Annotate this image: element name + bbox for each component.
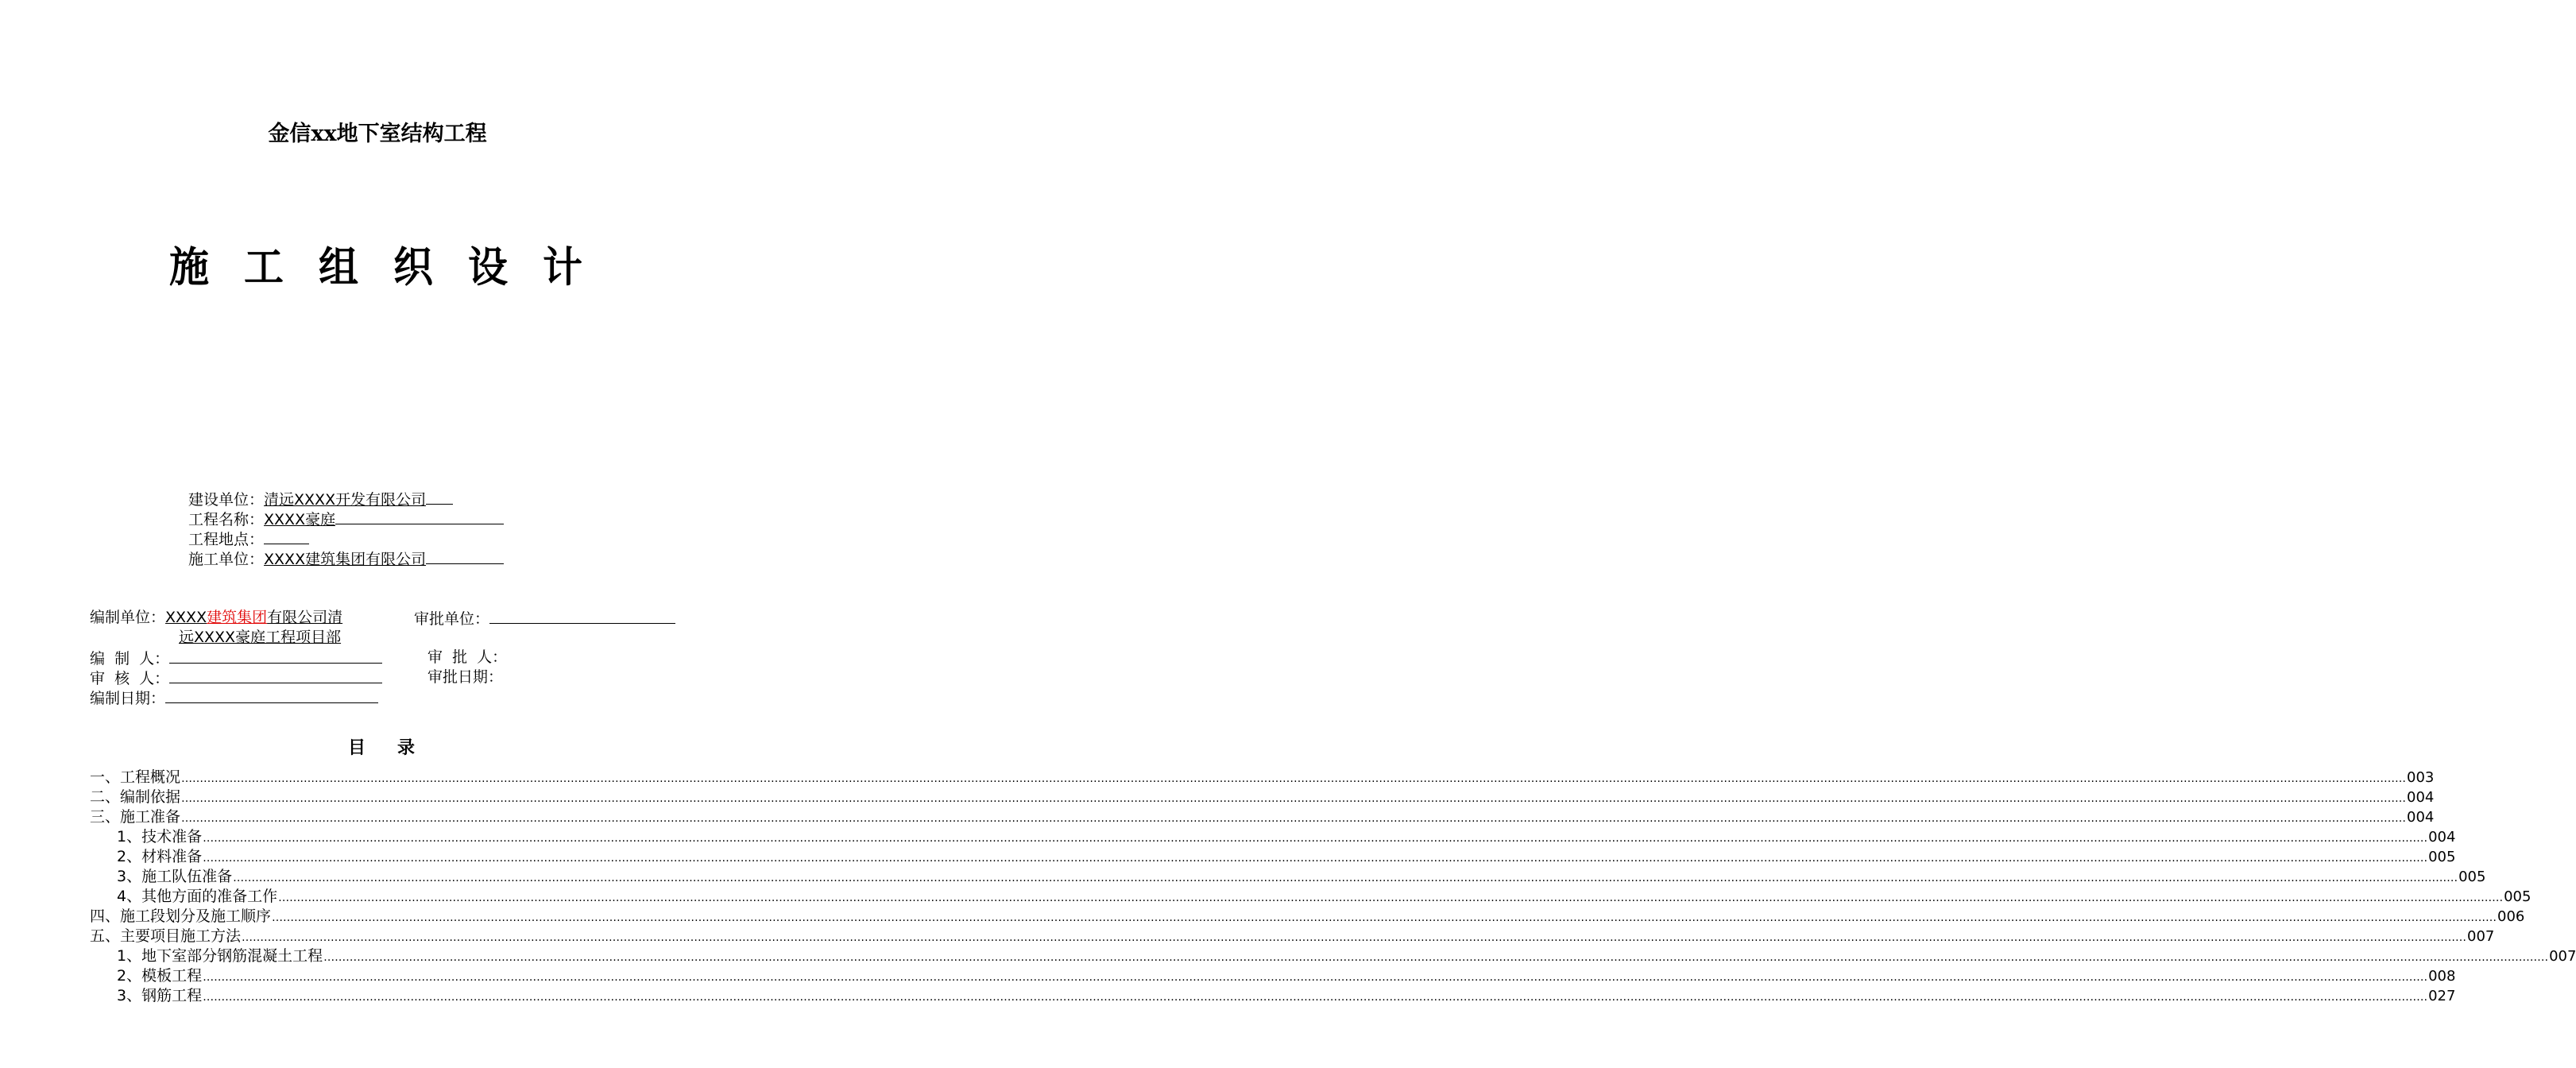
owner-row xyxy=(188,489,453,509)
toc-entry xyxy=(90,964,2456,985)
toc-entry-label: 五、主要项目施工方法 xyxy=(90,927,242,945)
toc-entry xyxy=(90,944,2576,965)
toc-entry-label: 2、模板工程 xyxy=(117,967,203,985)
toc-entry-page: 004 xyxy=(2407,789,2435,806)
toc-entry xyxy=(90,865,2486,885)
compile-date-label: 编制日期： xyxy=(90,690,166,707)
toc-entry-label: 四、施工段划分及施工顺序 xyxy=(90,907,272,925)
contractor-fill-line xyxy=(426,548,504,564)
toc-entry-label: 二、编制依据 xyxy=(90,788,181,806)
toc-dot-leader: …………………………………………………………………………………………………………………………………………………………………………………………………………………………………………………………………………………………………………………………………………………………………………………………………………………………………………………………………………………………………………………………………………………… xyxy=(278,892,2504,904)
toc-entry-page: 007 xyxy=(2549,948,2576,965)
toc-entry-page: 005 xyxy=(2428,849,2456,865)
toc-entry-label: 1、地下室部分钢筋混凝土工程 xyxy=(117,947,323,965)
toc-entry xyxy=(90,984,2456,1004)
toc-entry xyxy=(90,845,2456,865)
location-fill-line xyxy=(264,528,309,544)
toc-entry xyxy=(90,785,2435,806)
owner-fill-line xyxy=(426,489,453,505)
toc-dot-leader: …………………………………………………………………………………………………………………………………………………………………………………………………………………………………………………………………………………………………………………………………………………………………………………………………………………………………………………………………………………………………………………………………………………… xyxy=(203,832,2428,845)
contractor-row xyxy=(188,548,504,569)
toc-entry xyxy=(90,904,2525,925)
location-label: 工程地点： xyxy=(188,531,265,548)
toc-entry xyxy=(90,884,2532,905)
compile-unit-value-1: XXXX xyxy=(165,609,207,626)
toc-entry xyxy=(90,805,2435,826)
toc-entry-page: 027 xyxy=(2428,988,2456,1004)
toc-entry-label: 一、工程概况 xyxy=(90,768,181,786)
toc-dot-leader: …………………………………………………………………………………………………………………………………………………………………………………………………………………………………………………………………………………………………………………………………………………………………………………………………………………………………………………………………………………………………………………………………………………… xyxy=(272,911,2497,924)
toc-entry-page: 003 xyxy=(2407,769,2435,786)
approver-label: 审 批 人： xyxy=(427,648,508,666)
compiler-fill-line xyxy=(169,648,382,664)
toc-entry-page: 005 xyxy=(2504,888,2532,905)
approve-date-label: 审批日期： xyxy=(427,668,504,686)
approve-unit-label: 审批单位： xyxy=(414,610,490,628)
toc-entry xyxy=(90,924,2495,945)
toc-entry-page: 007 xyxy=(2467,928,2495,945)
approve-unit-row xyxy=(414,608,675,629)
compile-date-row xyxy=(90,687,378,708)
reviewer-label: 审 核 人： xyxy=(90,670,170,687)
toc-entry-page: 008 xyxy=(2428,968,2456,985)
toc-entry-label: 4、其他方面的准备工作 xyxy=(117,888,278,905)
toc-dot-leader: …………………………………………………………………………………………………………………………………………………………………………………………………………………………………………………………………………………………………………………………………………………………………………………………………………………………………………………………………………………………………………………………………………………… xyxy=(242,931,2467,944)
project-name-value: XXXX豪庭 xyxy=(264,511,336,528)
toc-title: 目录 xyxy=(347,738,447,758)
toc-entry-label: 2、材料准备 xyxy=(117,848,203,865)
reviewer-row xyxy=(90,668,382,688)
project-name-row xyxy=(188,509,504,529)
location-row xyxy=(188,528,309,549)
toc-dot-leader: …………………………………………………………………………………………………………………………………………………………………………………………………………………………………………………………………………………………………………………………………………………………………………………………………………………………………………………………………………………………………………………………………………………… xyxy=(233,872,2458,884)
toc-dot-leader: …………………………………………………………………………………………………………………………………………………………………………………………………………………………………………………………………………………………………………………………………………………………………………………………………………………………………………………………………………………………………………………………………………………… xyxy=(181,812,2407,825)
toc-dot-leader: …………………………………………………………………………………………………………………………………………………………………………………………………………………………………………………………………………………………………………………………………………………………………………………………………………………………………………………………………………………………………………………………………………………… xyxy=(203,991,2428,1004)
toc-entry-page: 004 xyxy=(2407,809,2435,826)
approve-date-row xyxy=(427,668,503,687)
owner-label: 建设单位： xyxy=(188,491,265,509)
project-title: 金信xx地下室结构工程 xyxy=(268,122,487,146)
compile-date-fill-line xyxy=(165,687,378,703)
contractor-label: 施工单位： xyxy=(188,551,265,568)
toc-entry-page: 006 xyxy=(2497,908,2525,925)
compile-unit-value-red: 建筑集团 xyxy=(207,609,268,626)
compile-unit-value-2: 有限公司清 xyxy=(267,609,343,626)
toc-dot-leader: …………………………………………………………………………………………………………………………………………………………………………………………………………………………………………………………………………………………………………………………………………………………………………………………………………………………………………………………………………………………………………………………………………………… xyxy=(203,852,2428,865)
toc-entry-label: 3、施工队伍准备 xyxy=(117,868,233,885)
toc-dot-leader: …………………………………………………………………………………………………………………………………………………………………………………………………………………………………………………………………………………………………………………………………………………………………………………………………………………………………………………………………………………………………………………………………………………… xyxy=(203,971,2428,984)
approver-row xyxy=(427,648,507,667)
approve-unit-fill-line xyxy=(489,608,675,624)
toc-entry-label: 3、钢筋工程 xyxy=(117,987,203,1004)
project-name-label: 工程名称： xyxy=(188,511,265,528)
toc-dot-leader: …………………………………………………………………………………………………………………………………………………………………………………………………………………………………………………………………………………………………………………………………………………………………………………………………………………………………………………………………………………………………………………………………………………… xyxy=(323,951,2549,964)
compiler-row xyxy=(90,648,382,668)
document-title: 施工组织设计 xyxy=(169,242,617,292)
toc-entry xyxy=(90,825,2456,846)
toc-entry-label: 三、施工准备 xyxy=(90,808,181,826)
compile-unit-row-2 xyxy=(179,628,341,647)
toc-entry xyxy=(90,765,2435,786)
compile-unit-label: 编制单位： xyxy=(90,609,166,626)
toc-entry-page: 005 xyxy=(2458,869,2486,885)
compiler-label: 编 制 人： xyxy=(90,650,170,668)
project-name-fill-line xyxy=(335,509,504,524)
toc-dot-leader: …………………………………………………………………………………………………………………………………………………………………………………………………………………………………………………………………………………………………………………………………………………………………………………………………………………………………………………………………………………………………………………………………………………… xyxy=(181,792,2407,805)
toc-entry-page: 004 xyxy=(2428,829,2456,846)
toc-entry-label: 1、技术准备 xyxy=(117,828,203,846)
toc-dot-leader: …………………………………………………………………………………………………………………………………………………………………………………………………………………………………………………………………………………………………………………………………………………………………………………………………………………………………………………………………………………………………………………………………………………… xyxy=(181,772,2407,785)
compile-unit-value-line2: 远XXXX豪庭工程项目部 xyxy=(179,629,342,646)
compile-unit-row xyxy=(90,608,342,627)
owner-value: 清远XXXX开发有限公司 xyxy=(264,491,427,509)
contractor-value: XXXX建筑集团有限公司 xyxy=(264,551,427,568)
reviewer-fill-line xyxy=(169,668,382,683)
